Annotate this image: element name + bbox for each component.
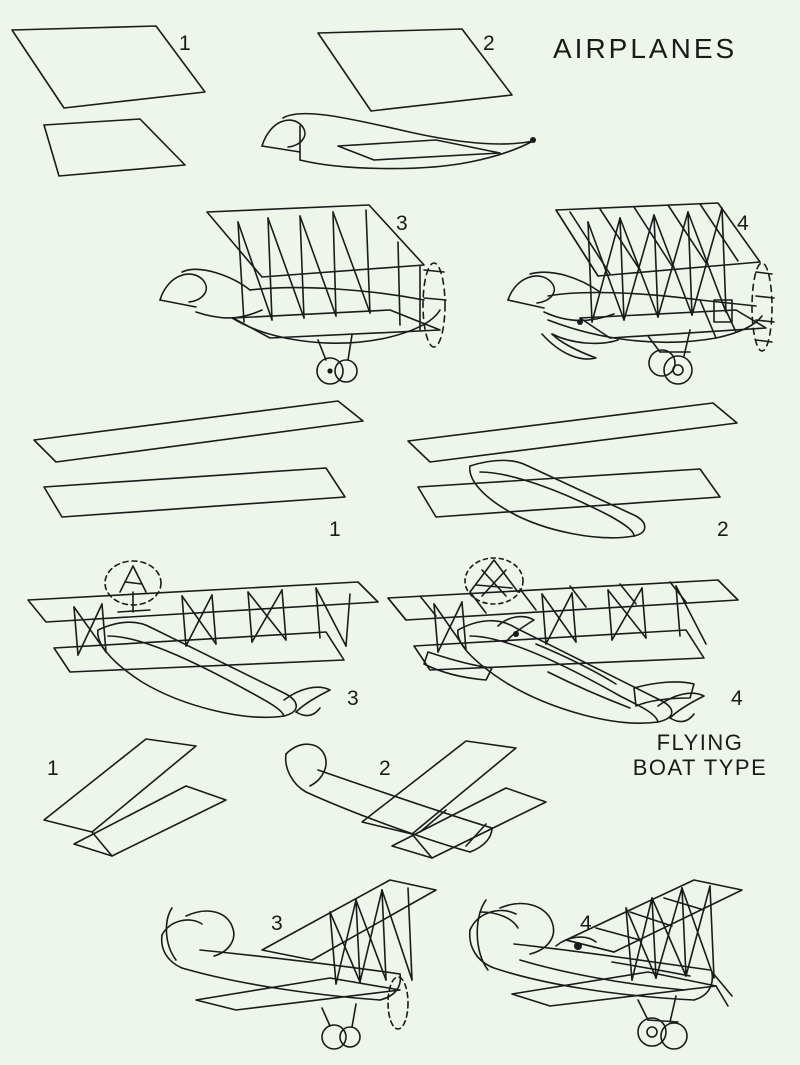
step-label-row3-step1: 1	[329, 518, 342, 541]
page-title: AIRPLANES	[553, 33, 738, 64]
step-label-row5-step2: 2	[379, 757, 392, 780]
figure-row6-step4	[470, 880, 742, 1049]
step-label-row2-step3: 3	[396, 212, 409, 235]
figure-row5-step2	[286, 741, 546, 858]
step-label-row1-step1: 1	[179, 32, 192, 55]
flying-boat-title-line1: FLYING	[656, 730, 744, 755]
figure-row4-step4	[388, 558, 738, 723]
figure-row3-step1	[34, 401, 363, 517]
step-label-row5-step1: 1	[47, 757, 60, 780]
step-label-row1-step2: 2	[483, 32, 496, 55]
flying-boat-title	[620, 730, 780, 780]
figure-row5-step1	[44, 739, 226, 856]
flying-boat-title-line2: BOAT TYPE	[632, 755, 768, 780]
step-label-row2-step4: 4	[737, 212, 750, 235]
step-label-row6-step4: 4	[580, 912, 593, 935]
step-label-row3-step2: 2	[717, 518, 730, 541]
step-label-row4-step3: 3	[347, 687, 360, 710]
step-label-row6-step3: 3	[271, 912, 284, 935]
figure-row6-step3	[162, 880, 436, 1049]
figure-row1-step1	[12, 26, 205, 176]
figure-row3-step2	[408, 403, 737, 538]
figure-row2-step4	[508, 203, 774, 384]
figure-row4-step3	[28, 561, 378, 717]
step-label-row4-step4: 4	[731, 687, 744, 710]
